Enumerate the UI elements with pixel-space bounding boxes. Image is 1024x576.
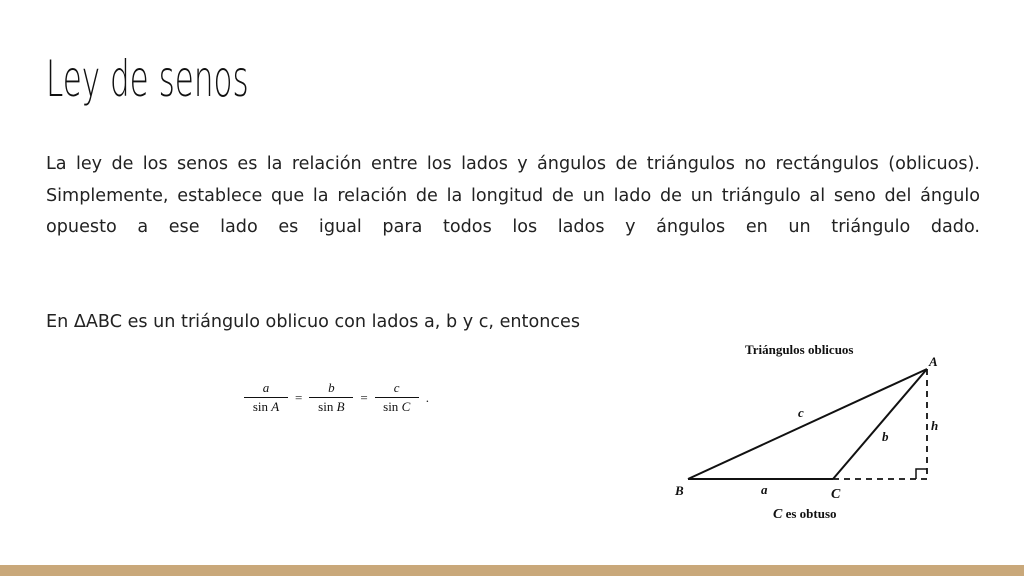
fraction-a-denominator bbox=[253, 398, 279, 415]
vertex-c-label: C bbox=[831, 487, 841, 502]
fraction-a bbox=[244, 380, 288, 415]
caption-text: es obtuso bbox=[782, 506, 837, 521]
figure-title: Triángulos oblicuos bbox=[745, 342, 854, 357]
sin-label: sin bbox=[383, 399, 402, 414]
side-c-label: c bbox=[798, 405, 804, 420]
slide-title: Ley de senos bbox=[46, 50, 249, 108]
fraction-c bbox=[375, 380, 419, 415]
caption-letter: C bbox=[773, 507, 783, 522]
fraction-b-denominator bbox=[318, 398, 344, 415]
side-b-line bbox=[833, 369, 927, 479]
angle-label: B bbox=[336, 399, 345, 414]
fraction-c-numerator: c bbox=[375, 380, 419, 398]
oblique-triangle-figure bbox=[670, 338, 960, 528]
angle-label: C bbox=[401, 399, 411, 414]
height-label: h bbox=[931, 418, 939, 433]
fraction-c-denominator bbox=[383, 398, 410, 415]
law-of-sines-formula bbox=[240, 380, 432, 415]
sin-label: sin bbox=[318, 399, 337, 414]
equals-sign: = bbox=[295, 389, 303, 405]
side-b-label: b bbox=[882, 429, 889, 444]
fraction-b-numerator: b bbox=[309, 380, 353, 398]
right-angle-marker bbox=[916, 469, 927, 479]
definition-paragraph: La ley de los senos es la relación entre los lados y ángulos de triángulos no rectángulos (oblicuos). Simplemente, establece que la relación de la longitud de un lado de un triángulo al seno del ángulo opuesto a ese lado es igual para todos los lados y ángulos en un triángulo dado. bbox=[46, 154, 980, 237]
equals-sign: = bbox=[360, 389, 368, 405]
sin-label: sin bbox=[252, 399, 272, 414]
triangle-statement: En ΔABC es un triángulo oblicuo con lados a, b y c, entonces bbox=[46, 312, 581, 332]
side-c-line bbox=[688, 369, 927, 479]
figure-caption bbox=[773, 506, 837, 522]
vertex-b-label: B bbox=[675, 483, 684, 498]
angle-label: A bbox=[271, 399, 280, 414]
vertex-a-label: A bbox=[929, 354, 938, 369]
fraction-a-numerator: a bbox=[244, 380, 288, 398]
fraction-b bbox=[309, 380, 353, 415]
bottom-accent-bar bbox=[0, 565, 1024, 576]
side-a-label: a bbox=[761, 482, 768, 497]
formula-period: . bbox=[425, 389, 429, 405]
